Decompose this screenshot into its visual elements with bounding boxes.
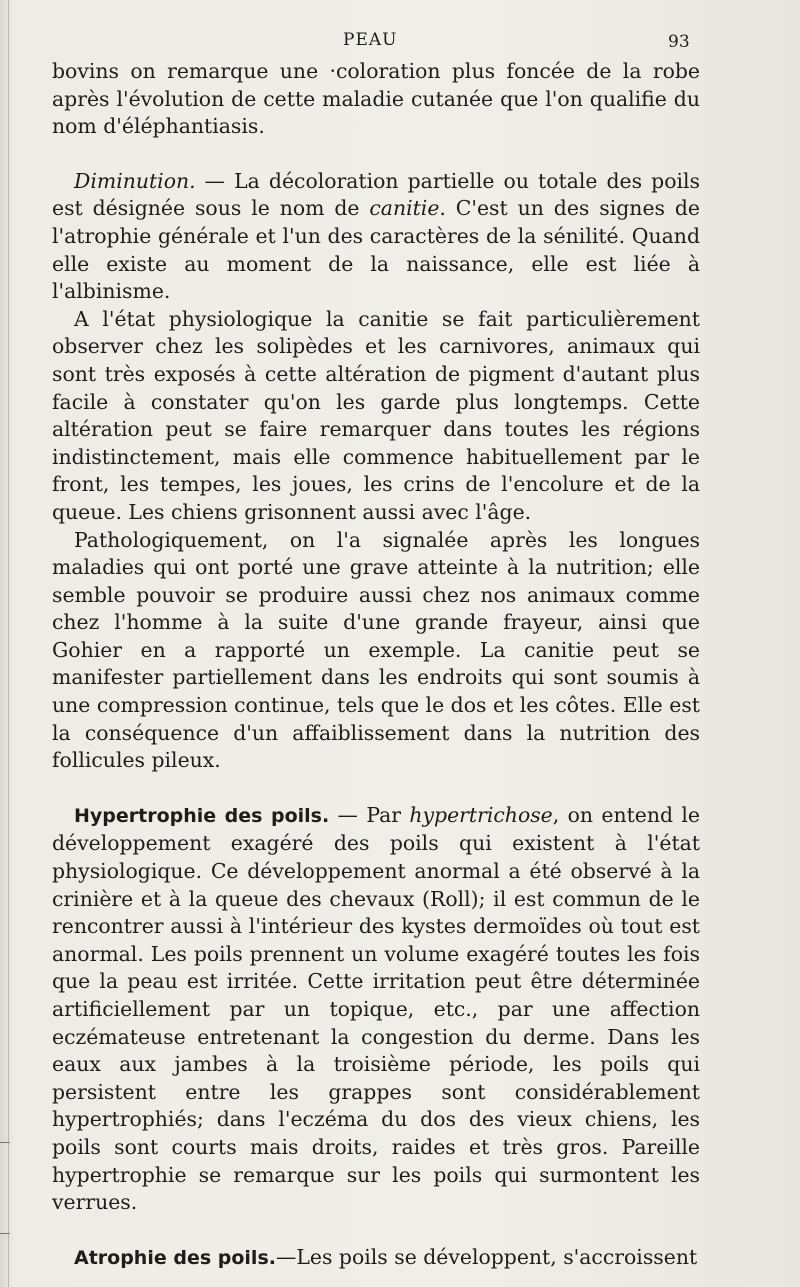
paragraph-hypertrophie <box>52 802 700 1217</box>
paragraph-hypertrophie-text-b: , on entend le développement exagéré des poils qui existent à l'état physiologique. Ce développement anormal a été observé à la crinière et à la queue des chevaux (Roll); il est commun de le rencontrer aussi à l'intérieur des kystes dermoïdes où tout est anormal. Les poils prennent un volume exagéré toutes les fois que la peau est irritée. Cette irritation peut être déterminée artificiellement par un topique, etc., par une affection eczémateuse entretenant la congestion du derme. Dans les eaux aux jambes à la troisième période, les poils qui persistent entre les grappes sont considérablement hypertrophiés; dans l'eczéma du dos des vieux chiens, les poils sont courts mais droits, raides et très gros. Pareille hypertrophie se remarque sur les poils qui surmontent les verrues. <box>52 802 700 1215</box>
paragraph-diminution <box>52 168 700 306</box>
section-heading-hypertrophie: Hypertrophie des poils. <box>74 804 330 827</box>
page-number: 93 <box>668 32 690 52</box>
running-head <box>0 30 800 54</box>
section-label-diminution: Diminution. <box>74 168 196 193</box>
section-heading-atrophie: Atrophie des poils. <box>74 1246 276 1269</box>
paragraph-physiologique: A l'état physiologique la canitie se fait particulièrement observer chez les solipèdes et les carnivores, animaux qui sont très exposés à cette altération de pigment d'autant plus facile à constater qu'on les garde plus longtemps. Cette altération peut se faire remarquer dans toutes les régions indistinctement, mais elle commence habituellement par le front, les tempes, les joues, les crins de l'encolure et de la queue. Les chiens grisonnent aussi avec l'âge. <box>52 306 700 524</box>
margin-tick-mark <box>0 1142 10 1143</box>
running-head-title: PEAU <box>343 30 398 50</box>
paragraph-atrophie-text: —Les poils se développent, s'accroissent <box>275 1244 698 1269</box>
paragraph-continuation: bovins on remarque une ·coloration plus foncée de la robe après l'évolution de cette maladie cutanée que l'on qualifie du nom d'éléphantiasis. <box>52 59 700 139</box>
paragraph-hypertrophie-text-a: — Par <box>329 802 410 827</box>
paragraph-pathologique: Pathologiquement, on l'a signalée après les longues maladies qui ont porté une grave atteinte à la nutrition; elle semble pouvoir se produire aussi chez nos animaux comme chez l'homme à la suite d'une grande frayeur, ainsi que Gohier en a rapporté un exemple. La canitie peut se manifester partiellement dans les endroits qui sont soumis à une compression continue, tels que le dos et les côtes. Elle est la conséquence d'un affaiblissement dans la nutrition des follicules pileux. <box>52 527 700 773</box>
page-edge-line <box>8 0 9 1287</box>
term-hypertrichose: hypertrichose <box>409 802 553 827</box>
paragraph-diminution-text-b: . C'est un des signes de l'atrophie générale et l'un des caractères de la sénilité. Quand elle existe au moment de la naissance, elle est liée à l'albinisme. <box>52 196 700 304</box>
margin-tick-mark <box>0 1233 10 1234</box>
term-canitie: canitie <box>369 196 440 221</box>
body-text <box>52 58 700 1272</box>
paragraph-atrophie <box>52 1244 700 1273</box>
paragraph-diminution-text-a: — La décoloration partielle ou totale des poils est désignée sous le nom de <box>52 168 700 221</box>
